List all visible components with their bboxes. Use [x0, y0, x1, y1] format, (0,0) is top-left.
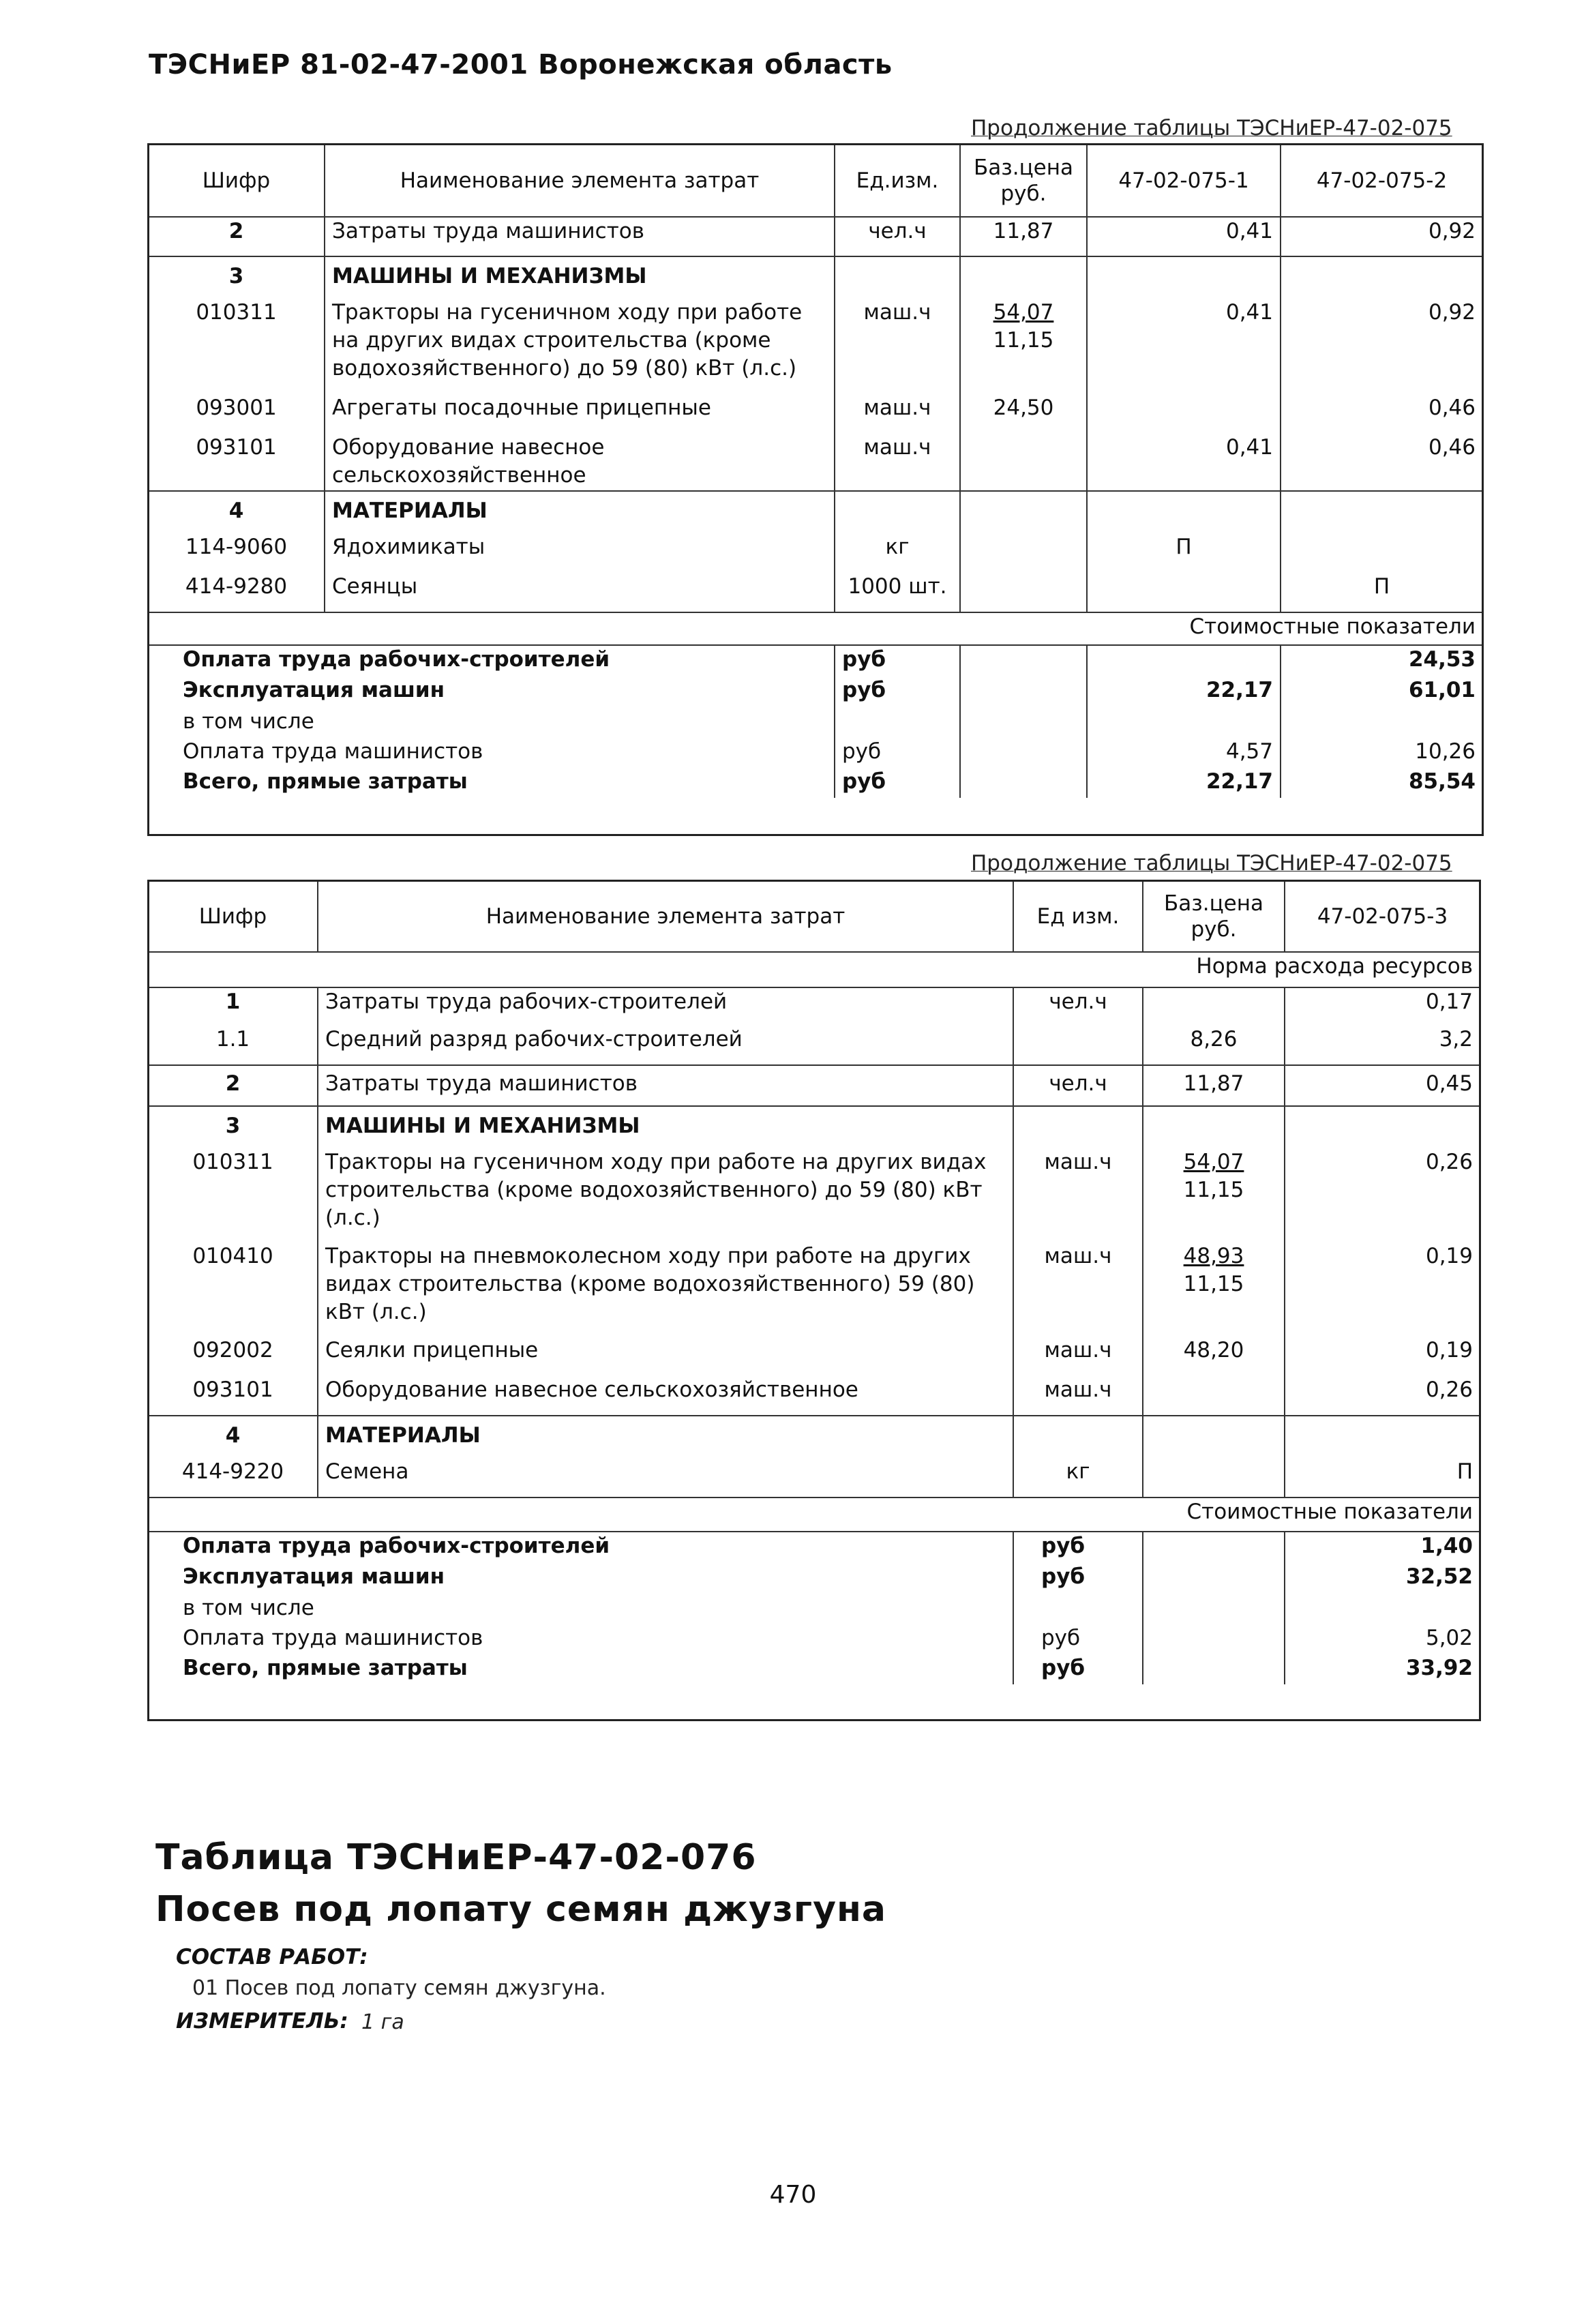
- summary-unit: руб: [835, 768, 960, 798]
- col-header-075-3: 47-02-075-3: [1285, 881, 1480, 952]
- row-code: 010311: [192, 1150, 273, 1174]
- table-row: [149, 491, 1482, 533]
- row-name: Ядохимикаты: [325, 533, 835, 573]
- row-value-2: 0,92: [1281, 217, 1482, 256]
- summary-value: 32,52: [1285, 1563, 1480, 1594]
- summary-label: Всего, прямые затраты: [183, 1656, 468, 1680]
- summary-value-1: 22,17: [1087, 676, 1281, 708]
- table-row: [149, 1106, 1480, 1148]
- table-row: [149, 1416, 1480, 1458]
- summary-price: [960, 708, 1087, 738]
- row-code: 093001: [196, 396, 277, 420]
- row-value-2: 0,46: [1281, 434, 1482, 491]
- summary-spacer: [149, 612, 1087, 645]
- summary-title: Стоимостные показатели: [1087, 612, 1482, 645]
- row-name: Затраты труда рабочих-строителей: [318, 987, 1013, 1026]
- col-header-name: Наименование элемента затрат: [325, 145, 835, 217]
- summary-label: Оплата труда машинистов: [183, 739, 483, 764]
- table-row: [149, 394, 1482, 434]
- summary-label: Оплата труда рабочих-строителей: [183, 1534, 610, 1558]
- row-value-1: [1087, 491, 1281, 533]
- table-row: [149, 1337, 1480, 1376]
- summary-value-2: 85,54: [1281, 768, 1482, 798]
- row-value-2: [1281, 533, 1482, 573]
- row-name: МАШИНЫ И МЕХАНИЗМЫ: [325, 256, 835, 299]
- row-unit: маш.ч: [1013, 1242, 1143, 1337]
- summary-value-2: 61,01: [1281, 676, 1482, 708]
- row-value: 0,17: [1285, 987, 1480, 1026]
- summary-unit: руб: [1013, 1624, 1143, 1654]
- row-name: Оборудование навесное сельскохозяйственное: [325, 434, 835, 491]
- summary-price: [960, 676, 1087, 708]
- row-code: 010311: [196, 300, 277, 325]
- row-code: 2: [149, 1065, 318, 1106]
- row-unit: чел.ч: [1013, 987, 1143, 1026]
- summary-unit: руб: [1013, 1532, 1143, 1563]
- row-unit: 1000 шт.: [835, 573, 960, 612]
- row-value-2: П: [1281, 573, 1482, 612]
- row-unit: маш.ч: [835, 434, 960, 491]
- summary-value-2: 10,26: [1281, 738, 1482, 768]
- summary-row: [149, 1532, 1480, 1563]
- table-row: [149, 256, 1482, 299]
- row-code: 114-9060: [185, 535, 288, 559]
- row-price: [1143, 987, 1285, 1026]
- summary-label: Оплата труда рабочих-строителей: [183, 647, 610, 672]
- row-unit: [1013, 1416, 1143, 1458]
- row-name: Сеянцы: [325, 573, 835, 612]
- table-row: [149, 299, 1482, 394]
- summary-title: Стоимостные показатели: [1143, 1498, 1480, 1532]
- row-name: Тракторы на гусеничном ходу при работе на других видах строительства (кроме водохозяйственного) до 59 (80) кВт (л.с.): [325, 299, 835, 394]
- summary-price: [1143, 1654, 1285, 1684]
- row-name: Тракторы на гусеничном ходу при работе на других видах строительства (кроме водохозяйственного) до 59 (80) кВт (л.с.): [318, 1148, 1013, 1242]
- summary-value-1: 4,57: [1087, 738, 1281, 768]
- row-unit: [835, 491, 960, 533]
- row-value: 3,2: [1285, 1026, 1480, 1065]
- summary-row: [149, 1654, 1480, 1684]
- row-unit: маш.ч: [835, 394, 960, 434]
- summary-label: в том числе: [183, 1596, 314, 1620]
- row-code: 092002: [192, 1338, 273, 1362]
- price-numerator: 54,07: [993, 300, 1054, 325]
- table-row: [149, 1148, 1480, 1242]
- row-price: 24,50: [960, 394, 1087, 434]
- row-code: 2: [228, 219, 244, 243]
- col-header-base-price: Баз.цена руб.: [1143, 881, 1285, 952]
- row-price: [1143, 1458, 1285, 1498]
- summary-row: [149, 738, 1482, 768]
- row-value: 0,19: [1285, 1337, 1480, 1376]
- row-unit: [1013, 1026, 1143, 1065]
- row-price: [960, 533, 1087, 573]
- works-item: 01 Посев под лопату семян джузгуна.: [192, 1976, 606, 2000]
- row-unit: кг: [835, 533, 960, 573]
- row-value-1: 0,41: [1087, 434, 1281, 491]
- table-row: [149, 434, 1482, 491]
- table-row: [149, 533, 1482, 573]
- summary-value: [1285, 1594, 1480, 1624]
- row-name: Сеялки прицепные: [318, 1337, 1013, 1376]
- summary-price: [960, 645, 1087, 676]
- row-price: 8,26: [1143, 1026, 1285, 1065]
- summary-unit: руб: [1013, 1654, 1143, 1684]
- row-name: Затраты труда машинистов: [318, 1065, 1013, 1106]
- row-price: 11,87: [960, 217, 1087, 256]
- row-value-1: П: [1087, 533, 1281, 573]
- row-price: [960, 256, 1087, 299]
- table-row: [149, 1376, 1480, 1416]
- summary-spacer: [149, 1498, 1143, 1532]
- row-unit: маш.ч: [1013, 1376, 1143, 1416]
- summary-unit: руб: [1013, 1563, 1143, 1594]
- summary-unit: руб: [835, 645, 960, 676]
- row-name: Семена: [318, 1458, 1013, 1498]
- row-unit: чел.ч: [835, 217, 960, 256]
- norm-title-row: [149, 952, 1480, 987]
- col-header-075-1: 47-02-075-1: [1087, 145, 1281, 217]
- row-value: 0,19: [1285, 1242, 1480, 1337]
- row-price: [1143, 1242, 1285, 1337]
- row-code: 414-9220: [181, 1459, 284, 1484]
- row-name: Затраты труда машинистов: [325, 217, 835, 256]
- row-value-2: [1281, 491, 1482, 533]
- table1: [149, 145, 1482, 798]
- page-number: 470: [769, 2181, 817, 2209]
- row-unit: чел.ч: [1013, 1065, 1143, 1106]
- price-denominator: 11,15: [993, 328, 1054, 353]
- row-code: 3: [149, 1106, 318, 1148]
- row-price: [960, 491, 1087, 533]
- summary-label: в том числе: [183, 709, 314, 734]
- row-value-2: 0,92: [1281, 299, 1482, 394]
- summary-price: [960, 738, 1087, 768]
- row-price: [960, 434, 1087, 491]
- table-row: [149, 573, 1482, 612]
- summary-row: [149, 1563, 1480, 1594]
- summary-unit: [1013, 1594, 1143, 1624]
- summary-value-2: 24,53: [1281, 645, 1482, 676]
- row-unit: [1013, 1106, 1143, 1148]
- summary-row: [149, 645, 1482, 676]
- measure-value: 1 га: [361, 2010, 404, 2034]
- col-header-base-price: Баз.цена руб.: [960, 145, 1087, 217]
- summary-label: Оплата труда машинистов: [183, 1626, 483, 1650]
- summary-price: [960, 768, 1087, 798]
- summary-label: Эксплуатация машин: [183, 678, 445, 702]
- row-code: 4: [149, 1416, 318, 1458]
- table-row: [149, 1458, 1480, 1498]
- row-value-1: [1087, 573, 1281, 612]
- row-code: 4: [149, 491, 325, 533]
- summary-row: [149, 768, 1482, 798]
- row-unit: кг: [1013, 1458, 1143, 1498]
- col-header-code: Шифр: [149, 145, 325, 217]
- summary-value: 33,92: [1285, 1654, 1480, 1684]
- summary-title-row: [149, 1498, 1480, 1532]
- table-row: [149, 1026, 1480, 1065]
- document-header: ТЭСНиЕР 81-02-47-2001 Воронежская область: [149, 49, 893, 80]
- summary-price: [1143, 1594, 1285, 1624]
- row-price: [1143, 1376, 1285, 1416]
- row-value: П: [1285, 1458, 1480, 1498]
- row-code: 1: [225, 989, 241, 1014]
- row-code: 414-9280: [185, 574, 288, 599]
- summary-value-1: 22,17: [1087, 768, 1281, 798]
- table1-continuation-note: Продолжение таблицы ТЭСНиЕР-47-02-075: [971, 116, 1452, 140]
- summary-row: [149, 708, 1482, 738]
- row-value: 0,26: [1285, 1376, 1480, 1416]
- summary-unit: руб: [835, 738, 960, 768]
- summary-value: 5,02: [1285, 1624, 1480, 1654]
- table2-continuation-note: Продолжение таблицы ТЭСНиЕР-47-02-075: [971, 851, 1452, 876]
- row-name: МАТЕРИАЛЫ: [318, 1416, 1013, 1458]
- row-value-1: [1087, 394, 1281, 434]
- summary-title-row: [149, 612, 1482, 645]
- summary-unit: руб: [835, 676, 960, 708]
- row-value-1: [1087, 256, 1281, 299]
- price-numerator: 54,07: [1183, 1150, 1244, 1174]
- col-header-code: Шифр: [149, 881, 318, 952]
- row-value: [1285, 1106, 1480, 1148]
- price-denominator: 11,15: [1183, 1272, 1244, 1296]
- summary-price: [1143, 1624, 1285, 1654]
- summary-label: Всего, прямые затраты: [183, 769, 468, 794]
- row-price: [1143, 1148, 1285, 1242]
- summary-value: 1,40: [1285, 1532, 1480, 1563]
- row-value-1: 0,41: [1087, 217, 1281, 256]
- row-name: Средний разряд рабочих-строителей: [318, 1026, 1013, 1065]
- row-value: 0,45: [1285, 1065, 1480, 1106]
- row-value-2: 0,46: [1281, 394, 1482, 434]
- price-denominator: 11,15: [1183, 1178, 1244, 1202]
- row-price: [960, 299, 1087, 394]
- row-code: 093101: [196, 435, 277, 460]
- summary-label: Эксплуатация машин: [183, 1564, 445, 1589]
- summary-price: [1143, 1532, 1285, 1563]
- summary-value-1: [1087, 708, 1281, 738]
- summary-value-2: [1281, 708, 1482, 738]
- row-name: Тракторы на пневмоколесном ходу при работе на других видах строительства (кроме водохозяйственного) 59 (80) кВт (л.с.): [318, 1242, 1013, 1337]
- row-price: 11,87: [1143, 1065, 1285, 1106]
- norm-spacer: [149, 952, 1143, 987]
- table-row: [149, 1242, 1480, 1337]
- section-subtitle: Посев под лопату семян джузгуна: [155, 1889, 887, 1930]
- table-row: [149, 217, 1482, 256]
- norm-title: Норма расхода ресурсов: [1143, 952, 1480, 987]
- row-name: МАТЕРИАЛЫ: [325, 491, 835, 533]
- price-numerator: 48,93: [1183, 1244, 1244, 1268]
- row-code: 010410: [192, 1244, 273, 1268]
- summary-row: [149, 676, 1482, 708]
- col-header-unit: Ед.изм.: [835, 145, 960, 217]
- row-price: [960, 573, 1087, 612]
- summary-value-1: [1087, 645, 1281, 676]
- row-name: Агрегаты посадочные прицепные: [325, 394, 835, 434]
- row-value-2: [1281, 256, 1482, 299]
- row-value: [1285, 1416, 1480, 1458]
- col-header-075-2: 47-02-075-2: [1281, 145, 1482, 217]
- row-unit: [835, 256, 960, 299]
- row-value-1: 0,41: [1087, 299, 1281, 394]
- row-value: 0,26: [1285, 1148, 1480, 1242]
- row-unit: маш.ч: [1013, 1337, 1143, 1376]
- row-name: Оборудование навесное сельскохозяйственное: [318, 1376, 1013, 1416]
- row-price: [1143, 1416, 1285, 1458]
- works-label: СОСТАВ РАБОТ:: [176, 1945, 368, 1969]
- summary-price: [1143, 1563, 1285, 1594]
- table1-header-row: [149, 145, 1482, 217]
- table2: [149, 881, 1480, 1684]
- summary-unit: [835, 708, 960, 738]
- row-unit: маш.ч: [835, 299, 960, 394]
- table-title: Таблица ТЭСНиЕР-47-02-076: [155, 1837, 757, 1878]
- row-name: МАШИНЫ И МЕХАНИЗМЫ: [318, 1106, 1013, 1148]
- summary-row: [149, 1624, 1480, 1654]
- row-code: 1.1: [215, 1027, 250, 1052]
- col-header-unit: Ед изм.: [1013, 881, 1143, 952]
- table-row: [149, 1065, 1480, 1106]
- measure-label: ИЗМЕРИТЕЛЬ:: [176, 2009, 348, 2034]
- row-unit: маш.ч: [1013, 1148, 1143, 1242]
- row-code: 3: [149, 256, 325, 299]
- row-code: 093101: [192, 1377, 273, 1402]
- summary-row: [149, 1594, 1480, 1624]
- row-price: [1143, 1106, 1285, 1148]
- table-row: [149, 987, 1480, 1026]
- table2-header-row: [149, 881, 1480, 952]
- col-header-name: Наименование элемента затрат: [318, 881, 1013, 952]
- row-price: 48,20: [1143, 1337, 1285, 1376]
